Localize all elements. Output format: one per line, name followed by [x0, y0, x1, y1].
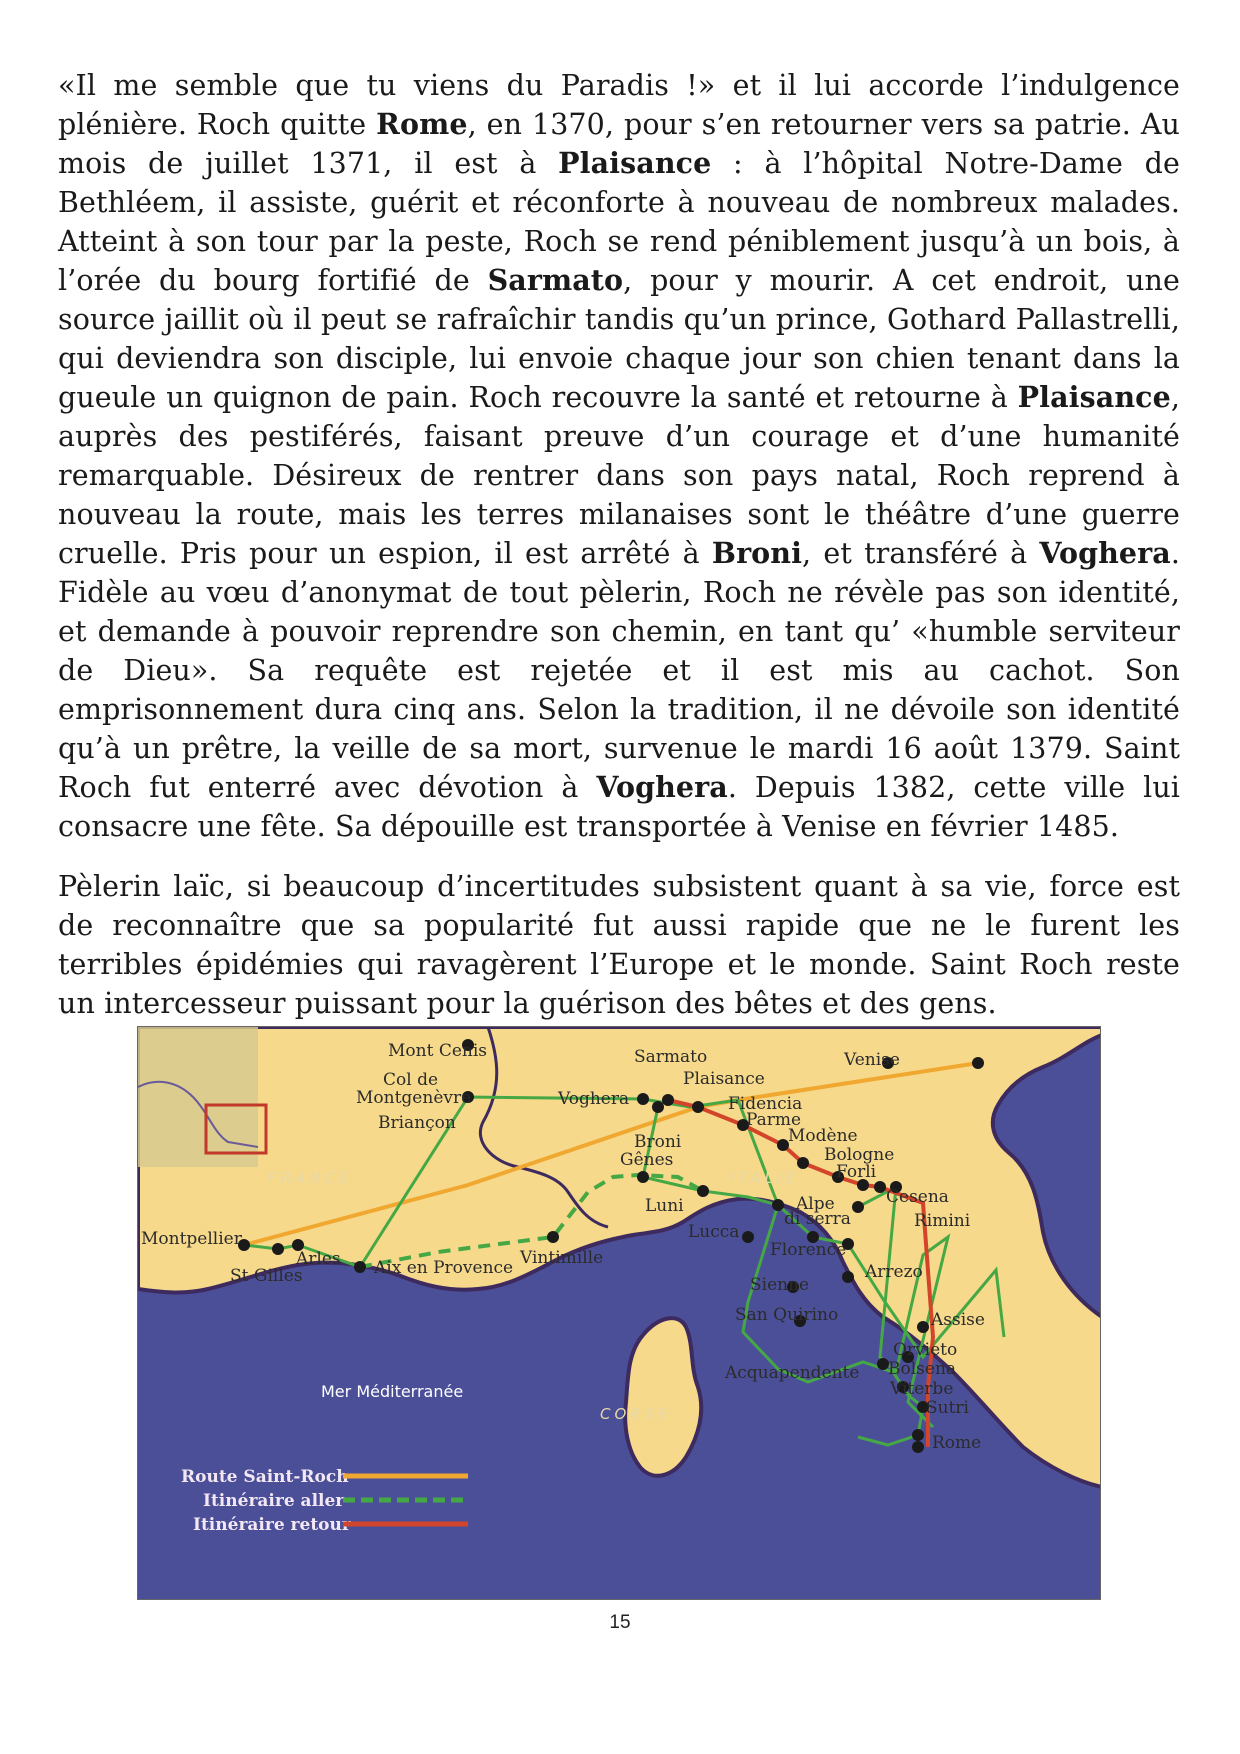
label-briancon: Briançon — [378, 1113, 456, 1133]
label-st-gilles: St Gilles — [230, 1266, 303, 1286]
label-plaisance: Plaisance — [683, 1069, 765, 1089]
region-italie: ITALIE — [730, 1169, 799, 1187]
city-dot — [742, 1231, 754, 1243]
label-voghera: Voghera — [558, 1089, 630, 1109]
label-broni: Broni — [634, 1132, 682, 1152]
label-aix: Aix en Provence — [374, 1258, 514, 1278]
region-corse: CORSE — [600, 1405, 672, 1423]
bold-place-name: Plaisance — [558, 146, 712, 180]
text-run: , auprès des pestiférés, faisant preuve d’un courage et d’une humanité remarquable. Désireux de rentrer dans son pays natal, Roch reprend à nouveau la route, mais les terres milanaises sont le théâtre d’une guerre cruelle. Pris pour un espion, il est arrêté à — [58, 381, 1180, 570]
bold-place-name: Plaisance — [1017, 380, 1171, 414]
label-arles: Arles — [296, 1249, 341, 1269]
corsica-island — [625, 1318, 701, 1476]
text-run: , en 1370, pour s’en retourner vers sa patrie. Au mois de juillet 1371, il est à — [58, 108, 1180, 180]
label-acquapendente: Acquapendente — [725, 1363, 860, 1383]
label-genes: Gênes — [620, 1150, 674, 1170]
label-bolsena: Bolsena — [888, 1359, 957, 1379]
text-run: , pour y mourir. A cet endroit, une source jaillit où il peut se rafraîchir tandis qu’un prince, Gothard Pallastrelli, qui deviendra son disciple, lui envoie chaque jour son chien tenant dans la gueule un quignon de pain. Roch recouvre la santé et retourne à — [58, 264, 1180, 414]
city-dot — [547, 1231, 559, 1243]
label-rome: Rome — [932, 1433, 982, 1453]
city-dot — [874, 1181, 886, 1193]
body-text — [58, 66, 1180, 1044]
city-dot — [797, 1157, 809, 1169]
page-number: 15 — [609, 1612, 631, 1633]
paragraph — [58, 867, 1180, 1023]
bold-place-name: Broni — [711, 536, 803, 570]
label-vintimille: Vintimille — [520, 1248, 604, 1268]
city-dot — [772, 1199, 784, 1211]
city-dot — [912, 1441, 924, 1453]
city-dot — [272, 1243, 284, 1255]
label-mont-cenis: Mont Cenis — [388, 1041, 488, 1061]
text-run: . Fidèle au vœu d’anonymat de tout pèlerin, Roch ne révèle pas son identité, et demande à pouvoir reprendre son chemin, en tant qu’ «humble serviteur de Dieu». Sa requête est rejetée et il est mis au cachot. Son emprisonnement dura cinq ans. Selon la tradition, il ne dévoile son identité qu’à un prêtre, la veille de sa mort, survenue le mardi 16 août 1379. Saint Roch fut enterré avec dévotion à — [58, 537, 1181, 804]
city-dot — [697, 1185, 709, 1197]
city-dot — [852, 1201, 864, 1213]
legend-route-label: Route Saint-Roch — [181, 1467, 349, 1487]
bold-place-name: Rome — [376, 107, 468, 141]
bold-place-name: Sarmato — [487, 263, 624, 297]
label-viterbe: Viterbe — [890, 1379, 954, 1399]
label-montgenevre: Montgenèvre — [356, 1088, 472, 1108]
legend-retour-label: Itinéraire retour — [193, 1515, 351, 1535]
text-run: «Il me semble que tu viens du Paradis !» et il lui accorde l’indulgence plénière. Roch quitte — [58, 69, 1180, 141]
region-mer: Mer Méditerranée — [321, 1382, 464, 1401]
label-arrezo: Arrezo — [865, 1262, 923, 1282]
label-fidencia: Fidencia — [728, 1094, 803, 1114]
bold-place-name: Voghera — [596, 770, 728, 804]
city-dot — [637, 1093, 649, 1105]
city-dot — [652, 1101, 664, 1113]
label-modene: Modène — [788, 1126, 858, 1146]
label-assise: Assise — [931, 1310, 985, 1330]
legend-aller-label: Itinéraire aller — [203, 1491, 345, 1511]
city-dot — [354, 1261, 366, 1273]
label-sutri: Sutri — [926, 1398, 969, 1418]
label-orvieto: Orvieto — [893, 1340, 958, 1360]
city-dot — [637, 1171, 649, 1183]
label-florence: Florence — [770, 1240, 847, 1260]
label-bologne: Bologne — [824, 1145, 895, 1165]
label-sienne: Sienne — [750, 1275, 810, 1295]
label-rimini: Rimini — [914, 1211, 971, 1231]
text-run: , et transféré à — [802, 537, 1040, 570]
route-map — [137, 1026, 1101, 1600]
label-lucca: Lucca — [688, 1222, 740, 1242]
route-map-svg — [138, 1027, 1101, 1600]
label-alpe: Alpe — [796, 1194, 835, 1214]
paragraph — [58, 66, 1180, 846]
city-dot — [662, 1094, 674, 1106]
region-france: FRANCE — [268, 1169, 353, 1187]
label-parme: Parme — [746, 1110, 802, 1130]
inset-map — [138, 1027, 258, 1167]
label-cesena: Cesena — [886, 1187, 949, 1207]
city-dot — [912, 1429, 924, 1441]
label-montpellier: Montpellier — [141, 1229, 242, 1249]
text-run: Pèlerin laïc, si beaucoup d’incertitudes subsistent quant à sa vie, force est de reconnaître que sa popularité fut aussi rapide que ne le furent les terribles épidémies qui ravagèrent l’Europe et le monde. Saint Roch reste un intercesseur puissant pour la guérison des bêtes et des gens. — [58, 870, 1180, 1020]
text-run: . Depuis 1382, cette ville lui consacre une fête. Sa dépouille est transportée à Venise en février 1485. — [58, 771, 1181, 843]
label-venise: Venise — [844, 1050, 900, 1070]
label-luni: Luni — [645, 1196, 684, 1216]
label-forli: Forli — [836, 1162, 877, 1182]
label-di-serra: di serra — [784, 1209, 851, 1229]
city-dot — [972, 1057, 984, 1069]
map-legend — [181, 1467, 468, 1535]
city-dot — [842, 1271, 854, 1283]
bold-place-name: Voghera — [1039, 536, 1171, 570]
label-san-quirino: San Quirino — [735, 1305, 839, 1325]
label-col-de: Col de — [383, 1070, 439, 1090]
city-dot — [692, 1101, 704, 1113]
city-dot — [917, 1321, 929, 1333]
text-run: : à l’hôpital Notre-Dame de Bethléem, il assiste, guérit et réconforte à nouveau de nombreux malades. Atteint à son tour par la peste, Roch se rend péniblement jusqu’à un bois, à l’orée du bourg fortifié de — [58, 147, 1180, 297]
label-sarmato: Sarmato — [634, 1047, 708, 1067]
